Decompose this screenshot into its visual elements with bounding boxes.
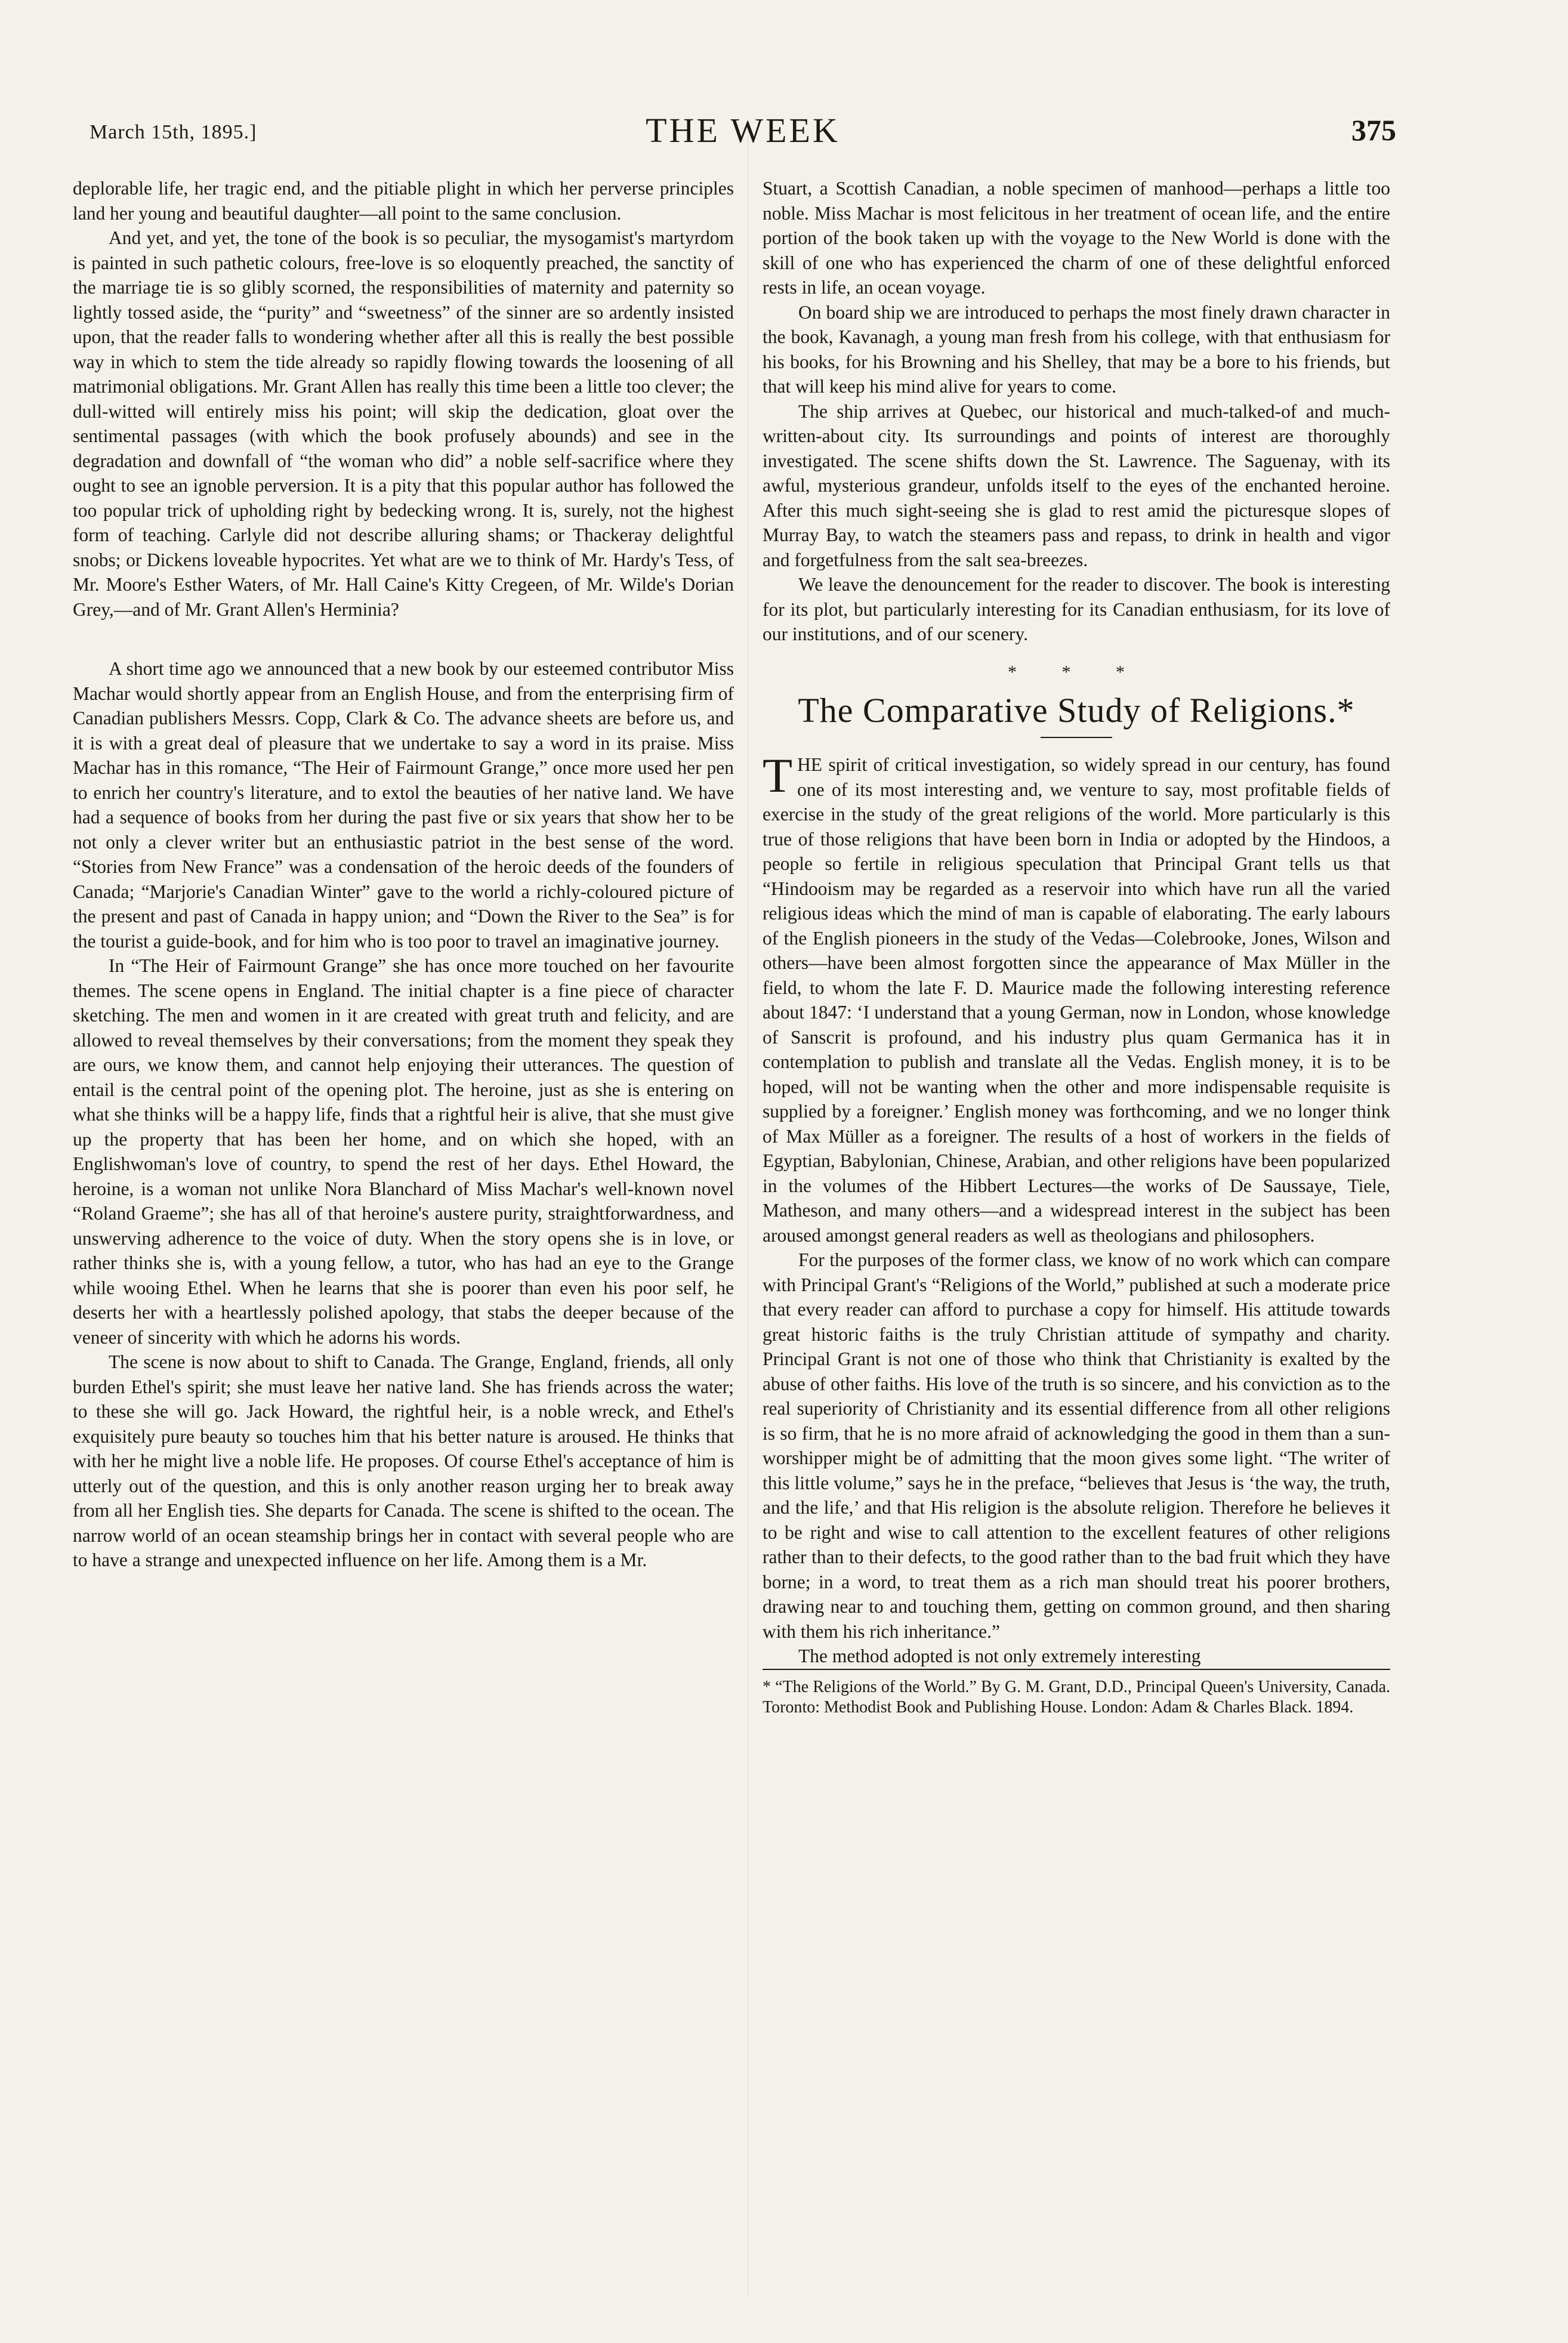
paragraph: The method adopted is not only extremely interesting xyxy=(798,1646,1201,1666)
section-gap xyxy=(73,622,734,656)
paragraph: In “The Heir of Fairmount Grange” she has once more touched on her favourite themes. The scene opens in England. The initial chapter is a fine piece of character sketching. The men and women in it are created with great truth and felicity, and are allowed to reveal themselves by their conversations; from the moment they speak they are ours, we know them, and cannot help enjoying their utterances. The question of entail is the central point of the opening plot. The heroine, just as she is entering on what she thinks will be a happy life, finds that a rightful heir is alive, that she must give up the property that has been her home, and on which she hoped, with an Englishwoman's love of country, to spend the rest of her days. Ethel Howard, the heroine, is a woman not unlike Nora Blanchard of Miss Machar's well-known novel “Roland Graeme”; she has all of that heroine's austere purity, straightforwardness, and unswerving adherence to the voice of duty. When the story opens she is in love, or rather thinks she is, with a young fellow, a tutor, who has had an eye to the Grange while wooing Ethel. When he learns that she is poorer than even his poor self, he deserts her with a heartlessly polished apology, that stabs the deeper because of the veneer of sincerity with which he adorns his words. xyxy=(73,955,734,1348)
right-column xyxy=(763,176,1390,1718)
paragraph: A short time ago we announced that a new book by our esteemed contributor Miss Machar would shortly appear from an English House, and from the enterprising firm of Canadian publishers Messrs. Copp, Clark & Co. The advance sheets are before us, and it is with a great deal of pleasure that we undertake to say a word in its praise. Miss Machar has in this romance, “The Heir of Fairmount Grange,” once more used her pen to enrich her country's literature, and to extol the beauties of her native land. We have had a sequence of books from her during the past five or six years that show her to be not only a clever writer but an enthusiastic patriot in the best sense of the word. “Stories from New France” was a condensation of the heroic deeds of the founders of Canada; “Marjorie's Canadian Winter” gave to the world a richly-coloured picture of the present and past of Canada in happy union; and “Down the River to the Sea” is for the tourist a guide-book, and for him who is too poor to travel an imaginative journey. xyxy=(73,658,734,952)
title-rule xyxy=(1041,737,1112,738)
paragraph: On board ship we are introduced to perhaps the most finely drawn character in the book, Kavanagh, a young man fresh from his college, with that enthusiasm for his books, for his Browning and his Shelley, that may be a bore to his friends, but that will keep his mind alive for years to come. xyxy=(763,301,1390,397)
publication-title: THE WEEK xyxy=(646,111,840,150)
paragraph: Stuart, a Scottish Canadian, a noble specimen of manhood—perhaps a little too noble. Miss Machar is most felicitous in her treatment of ocean life, and the entire portion of the book taken up with the voyage to the New World is done with the skill of one who has experienced the charm of one of these delightful enforced rests in life, an ocean voyage. xyxy=(763,178,1390,298)
paragraph: The ship arrives at Quebec, our historical and much-talked-of and much-written-about city. Its surroundings and points of interest are thoroughly investigated. The scene shifts down the St. Lawrence. The Saguenay, with its awful, mysterious grandeur, unfolds itself to the eyes of the enchanted heroine. After this much sight-seeing she is glad to rest amid the picturesque slopes of Murray Bay, to watch the steamers pass and repass, to drink in health and vigor and forgetfulness from the salt sea-breezes. xyxy=(763,400,1390,570)
issue-date: March 15th, 1895.] xyxy=(89,121,257,143)
page-number: 375 xyxy=(1351,113,1396,147)
paragraph: THE spirit of critical investigation, so widely spread in our century, has found one of its most interesting and, we venture to say, most profitable fields of exercise in the study of the great religions of the world. More particularly is this true of those religions that have been born in India or adopted by the Hindoos, a people so fertile in religious speculation that Principal Grant tells us that “Hindooism may be regarded as a reservoir into which have run all the varied religious ideas which the mind of man is capable of elaborating. The early labours of the English pioneers in the study of the Vedas—Colebrooke, Jones, Wilson and others—have been almost forgotten since the appearance of Max Müller in the field, to whom the late F. D. Maurice made the following interesting reference about 1847: ‘I understand that a young German, now in London, whose knowledge of Sanscrit is profound, and his industry plus quam Germanica has it in contemplation to publish and translate all the Vedas. English money, it is to be hoped, will not be wanting when the other and more indispensable requisite is supplied by a foreigner.’ English money was forthcoming, and we no longer think of Max Müller as a foreigner. The results of a host of workers in the fields of Egyptian, Babylonian, Chinese, Arabian, and other religions have been popularized in the volumes of the Hibbert Lectures—the works of De Saussaye, Tiele, Matheson, and many others—and a widespread interest in the subject has been aroused amongst general readers as well as theologians and philosophers. xyxy=(763,748,1390,1246)
section-separator: * * * xyxy=(1008,662,1145,682)
paragraph: deplorable life, her tragic end, and the pitiable plight in which her perverse principles land her young and beautiful daughter—all point to the same conclusion. xyxy=(73,178,734,224)
paragraph: And yet, and yet, the tone of the book is so peculiar, the mysogamist's martyrdom is painted in such pathetic colours, free-love is so eloquently preached, the sanctity of the marriage tie is so glibly scorned, the responsibilities of maternity and paternity so lightly tossed aside, the “purity” and “sweetness” of the sinner are so ardently insisted upon, that the reader falls to wondering whether after all this is really the best possible way in which to stem the tide already so rapidly flowing towards the loosening of all matrimonial obligations. Mr. Grant Allen has really this time been a little too clever; the dull-witted will entirely miss his point; will skip the dedication, gloat over the sentimental passages (with which the book profusely abounds) and see in the degradation and downfall of “the woman who did” a noble self-sacrifice where they ought to see an ignoble perversion. It is a pity that this popular author has followed the too popular trick of upholding right by bedecking wrong. It is, surely, not the highest form of teaching. Carlyle did not describe alluring shams; or Thackeray delightful snobs; or Dickens loveable hypocrites. Yet what are we to think of Mr. Hardy's Tess, of Mr. Moore's Esther Waters, of Mr. Hall Caine's Kitty Cregeen, of Mr. Wilde's Dorian Grey,—and of Mr. Grant Allen's Herminia? xyxy=(73,227,734,620)
left-column xyxy=(73,176,734,1573)
page-header xyxy=(89,110,1396,152)
paragraph: For the purposes of the former class, we know of no work which can compare with Principal Grant's “Religions of the World,” published at such a moderate price that every reader can afford to purchase a copy for himself. His attitude towards great historic faiths is the truly Christian attitude of sympathy and charity. Principal Grant is not one of those who think that Christianity is exalted by the abuse of other faiths. His love of the truth is so sincere, and his conviction as to the real superiority of Christianity and its essential difference from all other religions is so firm, that he is no more afraid of acknowledging the good in them than a sun-worshipper might be of admitting that the moon gives some light. “The writer of this little volume,” says he in the preface, “believes that Jesus is ‘the way, the truth, and the life,’ and that His religion is the absolute religion. Therefore he believes it to be right and wise to call attention to the excellent features of other religions rather than to their defects, to the good rather than to the bad fruit which they have borne; in a word, to treat them as a rich man should treat his poorer brothers, drawing near to and touching them, getting on common ground, and then sharing with them his rich inheritance.” xyxy=(763,1249,1390,1642)
article-title: The Comparative Study of Religions.* xyxy=(798,691,1355,730)
paragraph: We leave the denouncement for the reader to discover. The book is interesting for its plot, but particularly interesting for its Canadian enthusiasm, for its love of our institutions, and of our scenery. xyxy=(763,574,1390,644)
footnote: * “The Religions of the World.” By G. M. Grant, D.D., Principal Queen's University, Canada. Toronto: Methodist Book and Publishing House. London: Adam & Charles Black. 1894. xyxy=(763,1669,1390,1718)
paragraph: The scene is now about to shift to Canada. The Grange, England, friends, all only burden Ethel's spirit; she must leave her native land. She has friends across the water; to these she will go. Jack Howard, the rightful heir, is a noble wreck, and Ethel's exquisitely pure beauty so touches him that his better nature is aroused. He thinks that with her he might live a noble life. He proposes. Of course Ethel's acceptance of him is utterly out of the question, and this is only another reason urging her to break away from all her English ties. She departs for Canada. The scene is shifted to the ocean. The narrow world of an ocean steamship brings her in contact with several people who are to have a strange and unexpected influence on her life. Among them is a Mr. xyxy=(73,1351,734,1570)
